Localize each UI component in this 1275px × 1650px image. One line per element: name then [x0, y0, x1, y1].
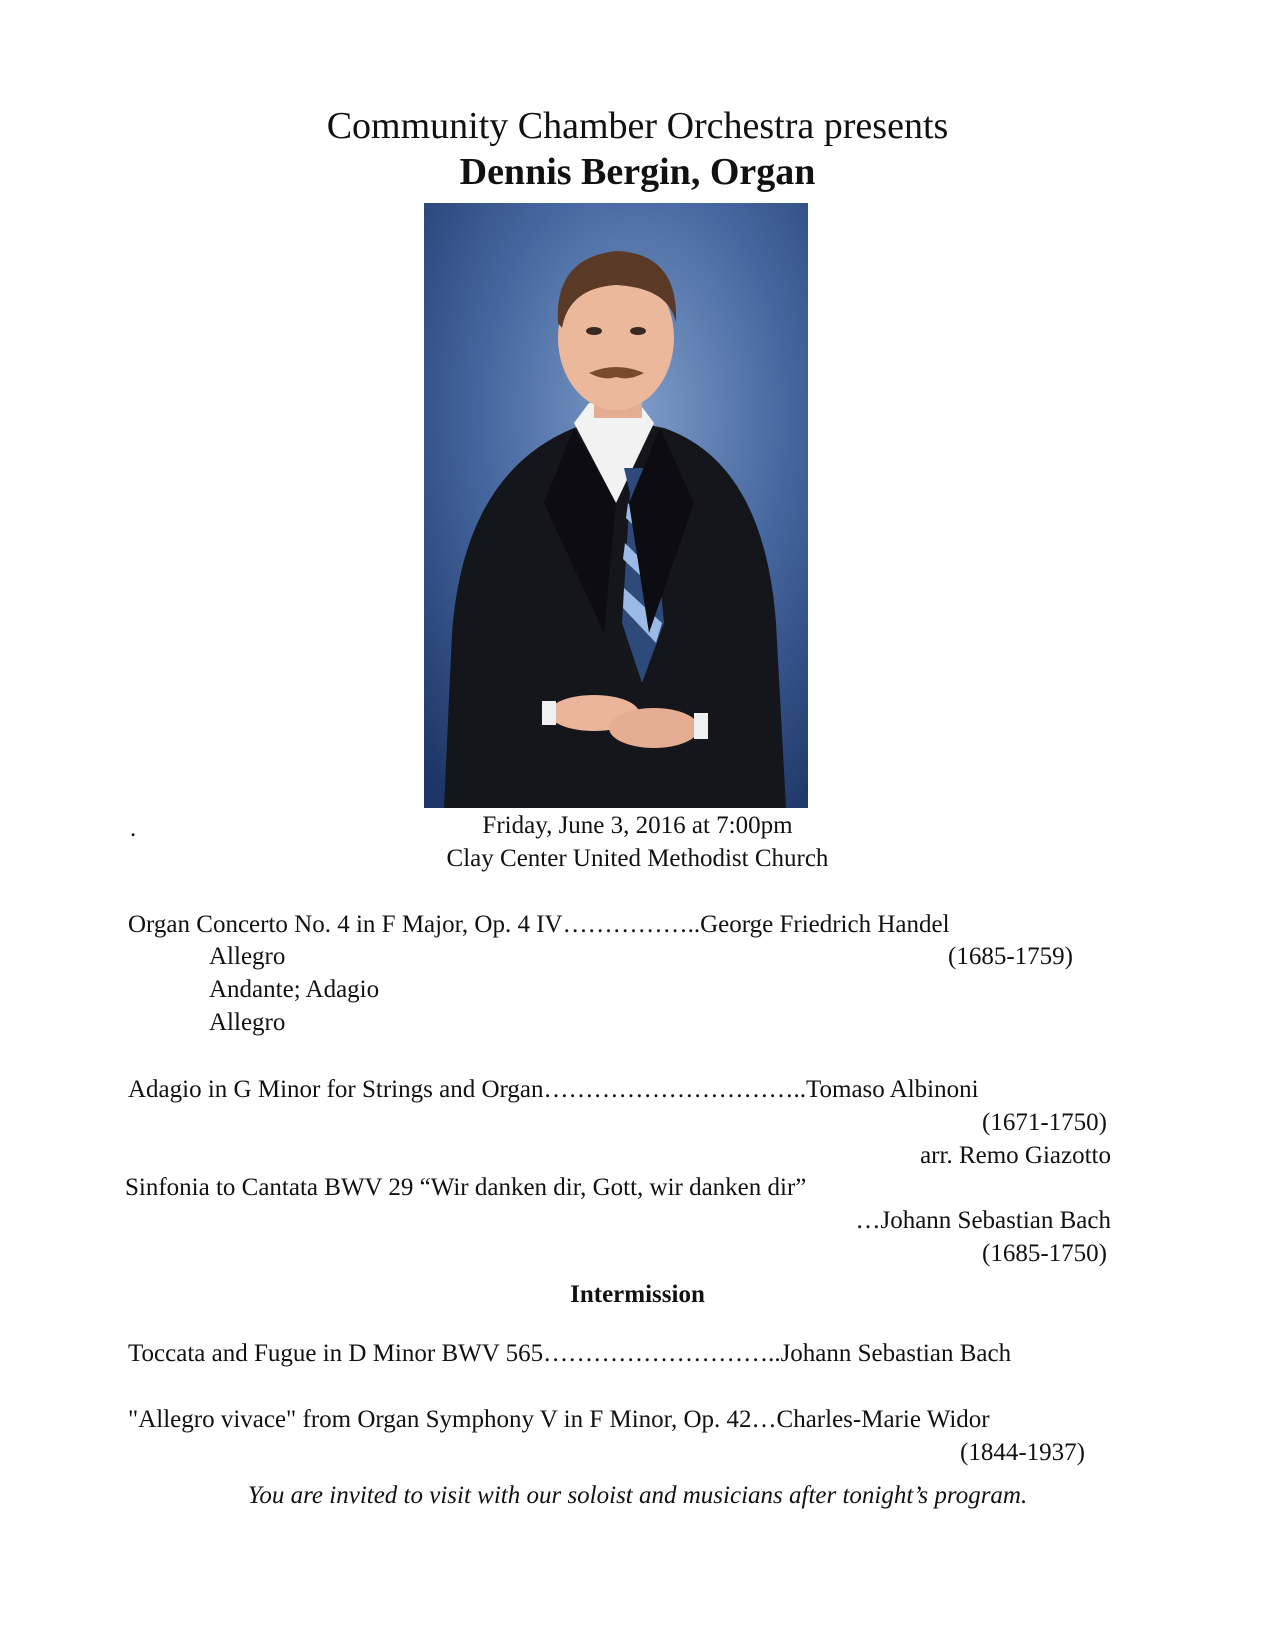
invitation-text: You are invited to visit with our soloist and musicians after tonight’s program. [247, 1482, 1028, 1509]
widor-dates: (1844-1937) [960, 1439, 1085, 1466]
soloist-title: Dennis Bergin, Organ [459, 151, 816, 193]
bach-sinfonia-dates: (1685-1750) [982, 1240, 1107, 1267]
bach-toccata-work: Toccata and Fugue in D Minor BWV 565………………………..Johann Sebastian Bach [128, 1340, 1012, 1367]
handel-movement-1: Allegro [209, 943, 286, 970]
stray-dot: . [130, 815, 137, 842]
bach-sinfonia-work: Sinfonia to Cantata BWV 29 “Wir danken dir, Gott, wir danken dir” [125, 1174, 807, 1201]
albinoni-arranger: arr. Remo Giazotto [920, 1142, 1111, 1169]
albinoni-dates: (1671-1750) [982, 1109, 1107, 1136]
handel-movement-3: Allegro [209, 1009, 286, 1036]
widor-work: "Allegro vivace" from Organ Symphony V in F Minor, Op. 42…Charles-Marie Widor [128, 1406, 990, 1433]
handel-dates: (1685-1759) [948, 943, 1073, 970]
bach-sinfonia-composer: …Johann Sebastian Bach [855, 1207, 1111, 1234]
albinoni-work: Adagio in G Minor for Strings and Organ…………………………..Tomaso Albinoni [128, 1076, 979, 1103]
portrait-illustration [424, 203, 808, 808]
intermission-heading: Intermission [570, 1281, 705, 1308]
event-venue: Clay Center United Methodist Church [446, 845, 829, 872]
soloist-portrait [424, 203, 808, 808]
handel-work: Organ Concerto No. 4 in F Major, Op. 4 IV……………..George Friedrich Handel [128, 911, 950, 938]
event-date: Friday, June 3, 2016 at 7:00pm [482, 812, 793, 839]
presenter-line: Community Chamber Orchestra presents [326, 105, 949, 147]
handel-movement-2: Andante; Adagio [209, 976, 380, 1003]
